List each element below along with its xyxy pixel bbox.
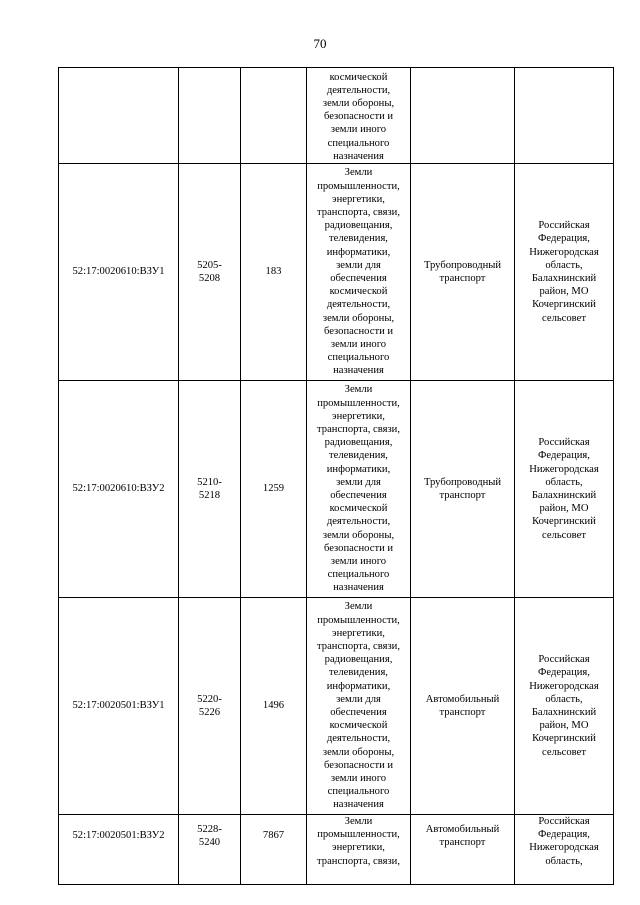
permitted-use-cell: Трубопроводный транспорт bbox=[411, 164, 515, 381]
permitted-use-cell: Автомобильный транспорт bbox=[411, 598, 515, 815]
cadastral-number-cell bbox=[59, 68, 179, 164]
land-category-cell: Земли промышленности, энергетики, транспорта, связи, радиовещания, телевидения, информатики, земли для обеспечения космической деятельности, земли обороны, безопасности и земли иного специального назначения bbox=[307, 381, 411, 598]
area-cell: 1259 bbox=[241, 381, 307, 598]
area-cell bbox=[241, 68, 307, 164]
table-row bbox=[59, 164, 614, 381]
table-row bbox=[59, 815, 614, 885]
permitted-use-cell bbox=[411, 68, 515, 164]
boundary-points-cell: 5205- 5208 bbox=[179, 164, 241, 381]
land-category-cell: Земли промышленности, энергетики, транспорта, связи, радиовещания, телевидения, информатики, земли для обеспечения космической деятельности, земли обороны, безопасности и земли иного специального назначения bbox=[307, 164, 411, 381]
boundary-points-cell: 5210- 5218 bbox=[179, 381, 241, 598]
table-row bbox=[59, 68, 614, 164]
cadastral-number-cell: 52:17:0020610:ВЗУ2 bbox=[59, 381, 179, 598]
boundary-points-cell bbox=[179, 68, 241, 164]
address-cell: Российская Федерация, Нижегородская область, Балахнинский район, МО Кочергинский сельсовет bbox=[515, 598, 614, 815]
address-cell: Российская Федерация, Нижегородская область, bbox=[515, 815, 614, 885]
table-row bbox=[59, 598, 614, 815]
page-number: 70 bbox=[313, 36, 327, 51]
land-category-cell: Земли промышленности, энергетики, транспорта, связи, bbox=[307, 815, 411, 885]
cadastral-number-cell: 52:17:0020501:ВЗУ1 bbox=[59, 598, 179, 815]
area-cell: 1496 bbox=[241, 598, 307, 815]
cadastral-number-cell: 52:17:0020610:ВЗУ1 bbox=[59, 164, 179, 381]
permitted-use-cell: Трубопроводный транспорт bbox=[411, 381, 515, 598]
address-cell: Российская Федерация, Нижегородская область, Балахнинский район, МО Кочергинский сельсовет bbox=[515, 164, 614, 381]
address-cell bbox=[515, 68, 614, 164]
address-cell: Российская Федерация, Нижегородская область, Балахнинский район, МО Кочергинский сельсовет bbox=[515, 381, 614, 598]
land-category-cell: космической деятельности, земли обороны, безопасности и земли иного специального назначения bbox=[307, 68, 411, 164]
permitted-use-cell: Автомобильный транспорт bbox=[411, 815, 515, 885]
area-cell: 7867 bbox=[241, 815, 307, 885]
cadastral-number-cell: 52:17:0020501:ВЗУ2 bbox=[59, 815, 179, 885]
boundary-points-cell: 5228- 5240 bbox=[179, 815, 241, 885]
area-cell: 183 bbox=[241, 164, 307, 381]
land-category-cell: Земли промышленности, энергетики, транспорта, связи, радиовещания, телевидения, информатики, земли для обеспечения космической деятельности, земли обороны, безопасности и земли иного специального назначения bbox=[307, 598, 411, 815]
boundary-points-cell: 5220- 5226 bbox=[179, 598, 241, 815]
land-plots-table bbox=[58, 67, 614, 885]
table-row bbox=[59, 381, 614, 598]
